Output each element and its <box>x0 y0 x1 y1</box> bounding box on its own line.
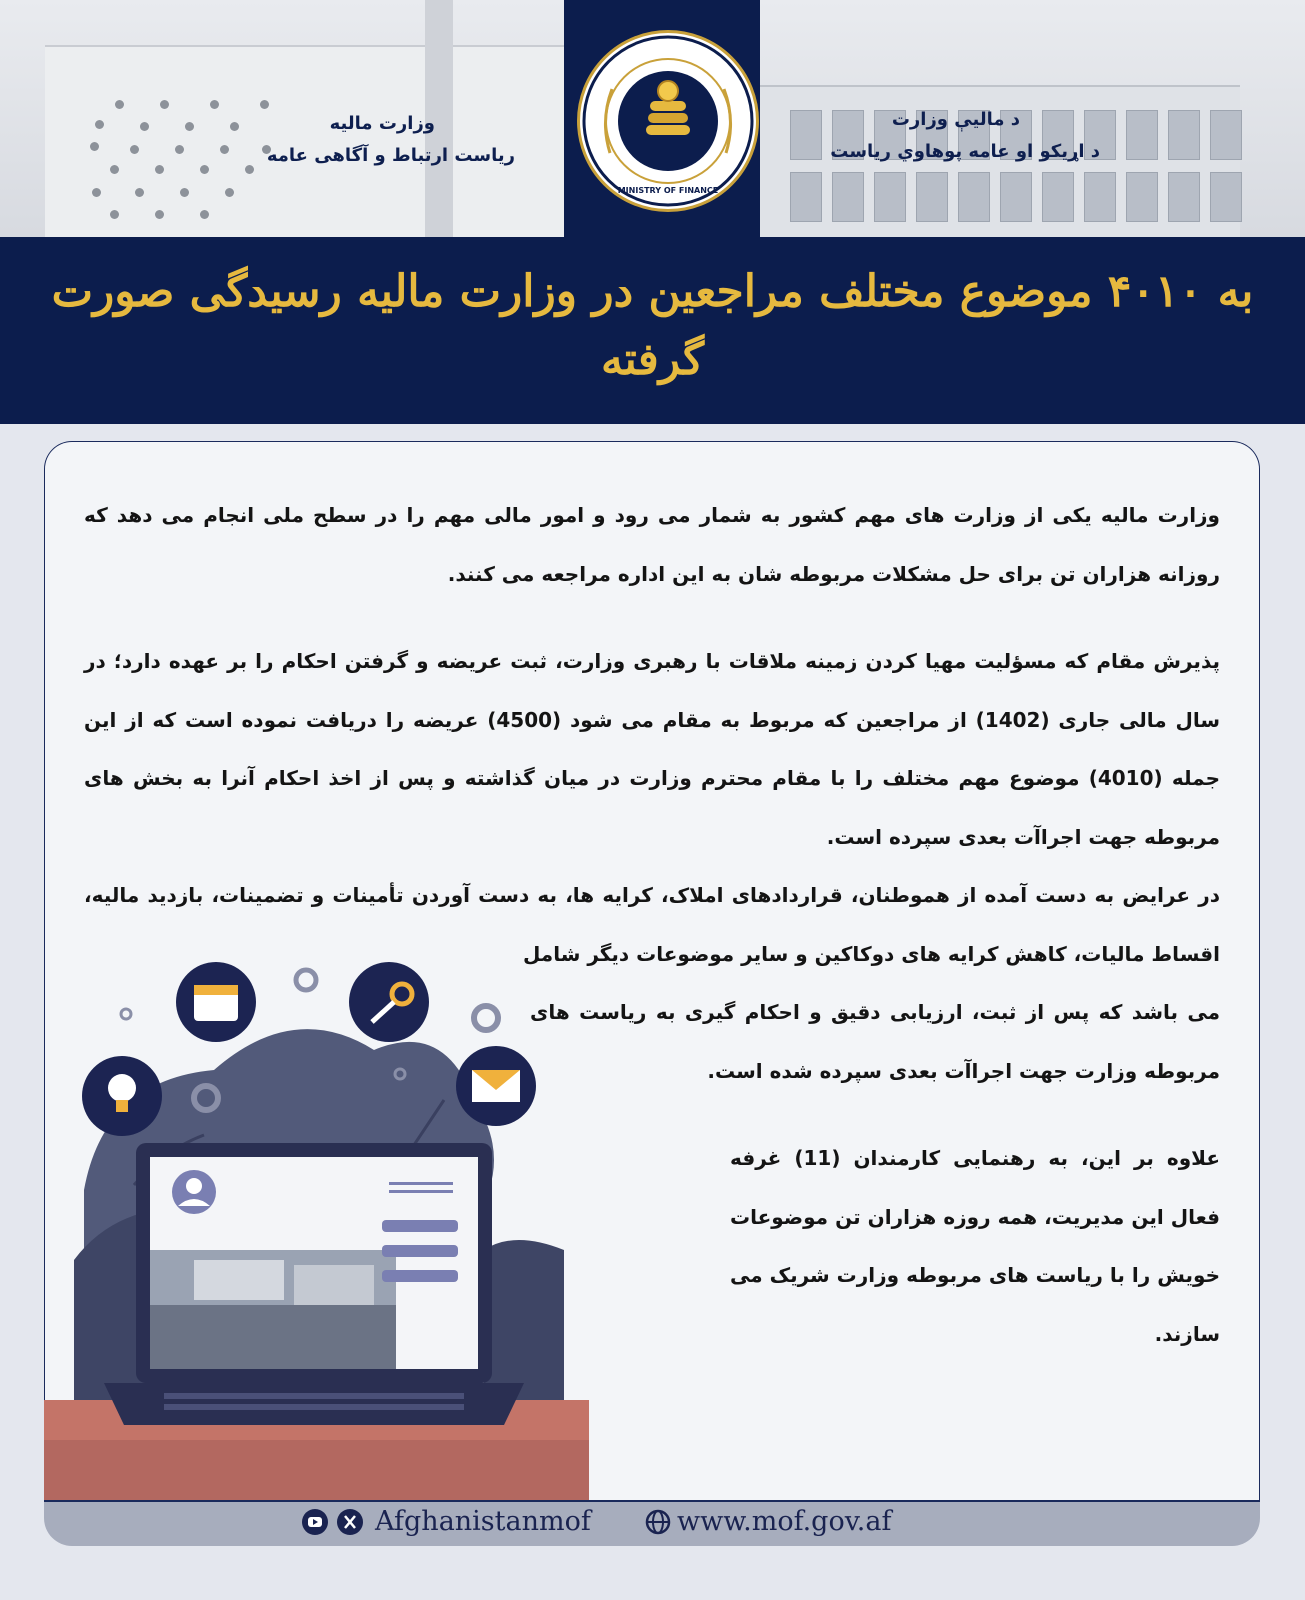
facade-dot <box>110 165 119 174</box>
x-icon[interactable] <box>337 1509 363 1535</box>
facade-dot <box>180 188 189 197</box>
laptop-illustration <box>44 960 589 1500</box>
website-link[interactable]: www.mof.gov.af <box>677 1506 892 1537</box>
facade-dot <box>225 188 234 197</box>
header-right-line2: د اړیکو او عامه پوهاوي ریاست <box>830 141 1100 162</box>
building-window <box>1084 172 1116 222</box>
building-window <box>1210 110 1242 160</box>
facade-dot <box>185 122 194 131</box>
building-window <box>958 172 990 222</box>
gear-icon-2 <box>474 1006 498 1030</box>
building-window <box>874 172 906 222</box>
facade-dot <box>175 145 184 154</box>
building-window <box>1000 172 1032 222</box>
body-paragraph-2: پذیرش مقام که مسؤلیت مهیا کردن زمینه ملاقات با رهبری وزارت، ثبت عریضه و گرفتن احکام را بر عهده دارد؛ در سال مالی جاری (1402) از مراجعین که مربوط به مقام می شود (4500) عریضه را دریافت نموده است که از این جمله (4010) موضوع مهم مختلف را با مقام محترم وزارت در میان گذاشته و پس از اخذ احکام آنرا به بخش های مربوطه جهت اجراآت بعدی سپرده است. <box>84 649 1221 849</box>
facade-dot <box>110 210 119 219</box>
facade-dot <box>155 210 164 219</box>
facade-dot <box>200 165 209 174</box>
logo-caption: MINISTRY OF FINANCE <box>617 186 719 195</box>
body-paragraph-3a: در عرایض به دست آمده از هموطنان، قراردادهای املاک، کرایه ها، به دست آوردن تأمینات و تضمینات، بازدید مالیه، اقساط مالیات، کاهش کرایه های دوکاکین و سایر موضوعات دیگر شامل <box>84 883 1220 966</box>
facade-dot <box>95 120 104 129</box>
illustration <box>44 960 589 1500</box>
facade-dot <box>220 145 229 154</box>
key-icon <box>349 962 429 1042</box>
building-window <box>790 172 822 222</box>
youtube-icon[interactable] <box>302 1509 328 1535</box>
building-window <box>1042 172 1074 222</box>
header-left-line1: وزارت مالیه <box>329 113 435 134</box>
building-window <box>1126 110 1158 160</box>
building-window <box>1168 110 1200 160</box>
facade-dot <box>200 210 209 219</box>
facade-dot <box>135 188 144 197</box>
gear-icon-4 <box>121 1009 131 1019</box>
page-title: به ۴۰۱۰ موضوع مختلف مراجعین در وزارت مالیه رسیدگی صورت گرفته <box>51 266 1254 385</box>
facade-dot <box>210 100 219 109</box>
facade-dot <box>92 188 101 197</box>
facade-dot <box>130 145 139 154</box>
facade-dot <box>155 165 164 174</box>
facade-dot <box>140 122 149 131</box>
body-paragraph-3b: می باشد که پس از ثبت، ارزیابی دقیق و احکام گیری به ریاست های مربوطه وزارت جهت اجراآت بعدی سپرده شده است. <box>530 1000 1220 1083</box>
facade-dot <box>160 100 169 109</box>
header-left-block <box>235 108 515 172</box>
gear-icon <box>296 970 316 990</box>
header-right-line1: د مالیې وزارت <box>891 109 1020 130</box>
building-window <box>916 172 948 222</box>
ministry-logo <box>577 30 759 212</box>
building-window <box>1126 172 1158 222</box>
header-left-line2: ریاست ارتباط و آگاهی عامه <box>266 145 515 166</box>
building-window <box>1210 172 1242 222</box>
facade-dot <box>115 100 124 109</box>
ministry-seal-icon <box>580 33 756 209</box>
facade-dot <box>90 142 99 151</box>
building-window <box>832 172 864 222</box>
header-right-block <box>780 104 1100 168</box>
body-paragraph-4: علاوه بر این، به رهنمایی کارمندان (11) غرفه فعال این مدیریت، همه روزه هزاران تن موضوعات خویش را با ریاست های مربوطه وزارت شریک می سازند. <box>730 1146 1220 1346</box>
body-paragraph-1: وزارت مالیه یکی از وزارت های مهم کشور به شمار می رود و امور مالی مهم را در سطح ملی انجام می دهد که روزانه هزاران تن برای حل مشکلات مربوطه شان به این اداره مراجعه می کنند. <box>84 503 1220 586</box>
social-handle-link[interactable]: Afghanistanmof <box>375 1506 591 1537</box>
globe-icon <box>645 1509 671 1535</box>
building-window <box>1168 172 1200 222</box>
